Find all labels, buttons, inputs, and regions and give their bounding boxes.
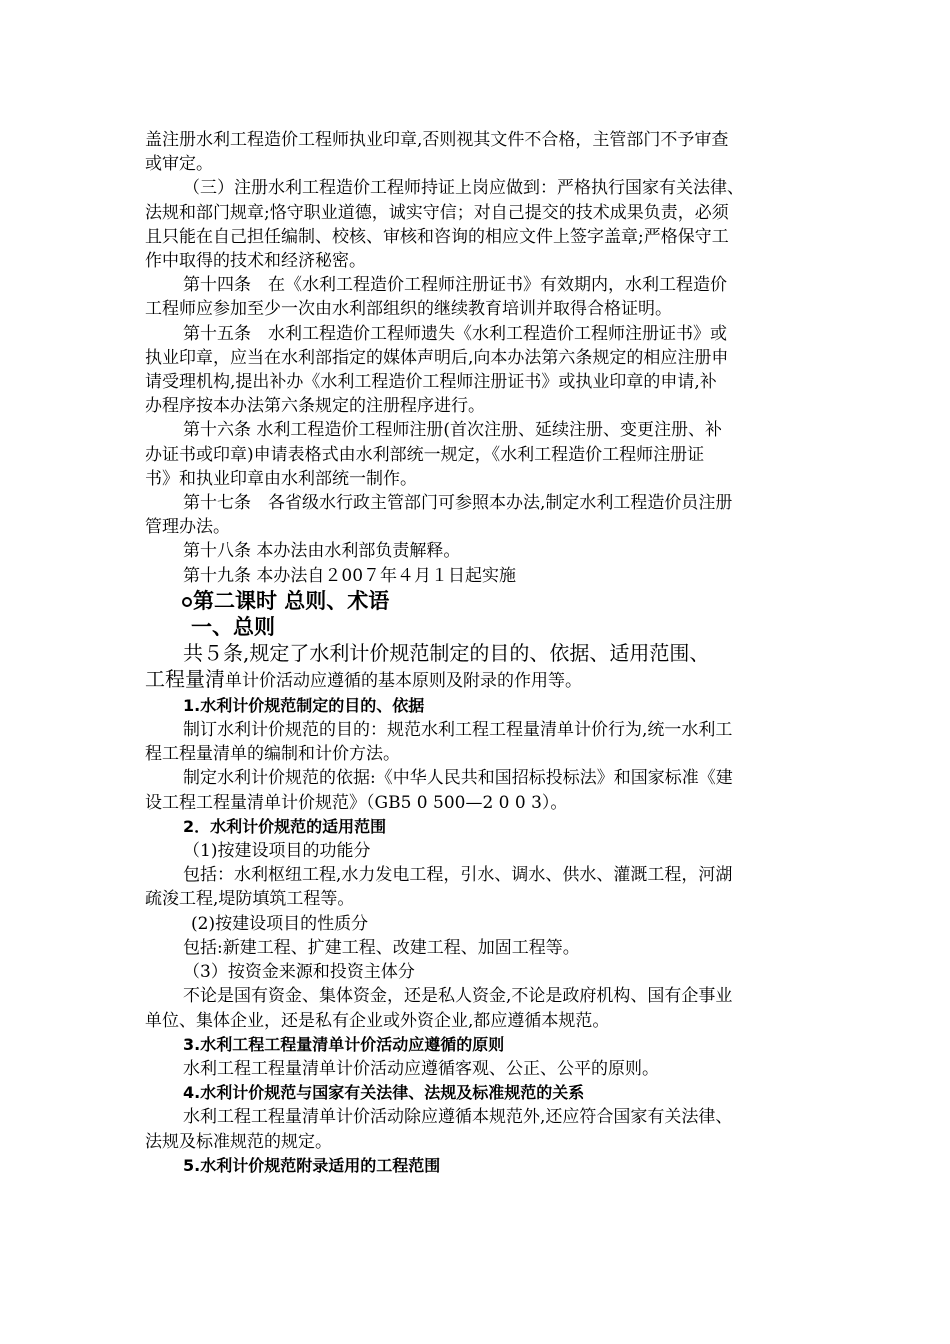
subsection-heading: 一、总则 [191, 614, 275, 639]
text-line: 工程师应参加至少一次由水利部组织的继续教育培训并取得合格证明。 [145, 299, 672, 320]
text-line: 程工程量清单的编制和计价方法。 [145, 744, 400, 765]
text-line: 水利工程工程量清单计价活动除应遵循本规范外,还应符合国家有关法律、 [183, 1107, 733, 1128]
text-line: 不论是国有资金、集体资金，还是私人资金,不论是政府机构、国有企事业 [183, 986, 733, 1007]
text-line: 法规及标准规范的规定。 [145, 1131, 332, 1152]
text-line: 且只能在自己担任编制、校核、审核和咨询的相应文件上签字盖章;严格保守工 [145, 226, 729, 247]
bold-heading: 3.水利工程工程量清单计价活动应遵循的原则 [183, 1034, 505, 1054]
text-line: 第十四条 在《水利工程造价工程师注册证书》有效期内，水利工程造价 [183, 275, 727, 296]
text-line: 请受理机构,提出补办《水利工程造价工程师注册证书》或执业印章的申请,补 [145, 372, 717, 393]
text-line: （3）按资金来源和投资主体分 [183, 962, 415, 983]
text-line: 书》和执业印章由水利部统一制作。 [145, 468, 417, 489]
text-line: 第十九条 本办法自２00７年４月１日起实施 [183, 565, 517, 586]
text-line: 制定水利计价规范的依据:《中华人民共和国招标投标法》和国家标准《建 [183, 768, 733, 789]
bold-heading: 2．水利计价规范的适用范围 [183, 816, 387, 836]
text-line: 单位、集体企业，还是私有企业或外资企业,都应遵循本规范。 [145, 1010, 610, 1031]
text-line: 包括:新建工程、扩建工程、改建工程、加固工程等。 [183, 937, 580, 958]
text-line: 管理办法。 [145, 517, 230, 538]
text-line: 办程序按本办法第六条规定的注册程序进行。 [145, 396, 485, 417]
text-line: （三）注册水利工程造价工程师持证上岗应做到：严格执行国家有关法律、 [183, 178, 744, 199]
text-line-large: 共５条,规定了水利计价规范制定的目的、依据、适用范围、 [183, 640, 710, 665]
text-line: (2)按建设项目的性质分 [191, 913, 369, 934]
section-heading-text: 第二课时 总则、术语 [193, 588, 390, 613]
anchor-circle-icon [182, 597, 192, 607]
bold-heading: 5.水利计价规范附录适用的工程范围 [183, 1155, 441, 1175]
text-line: 包括：水利枢纽工程,水力发电工程，引水、调水、供水、灌溉工程，河湖 [183, 865, 733, 886]
text-line: 作中取得的技术和经济秘密。 [145, 251, 366, 272]
text-line: 第十六条 水利工程造价工程师注册(首次注册、延续注册、变更注册、补 [183, 420, 723, 441]
text-normal: 单计价活动应遵循的基本原则及附录的作用等。 [225, 670, 582, 691]
section-heading [145, 588, 810, 614]
text-large: 工程量清 [145, 666, 225, 691]
text-line: 或审定。 [145, 154, 213, 175]
text-line: 制订水利计价规范的目的：规范水利工程工程量清单计价行为,统一水利工 [183, 720, 733, 741]
text-line: 执业印章，应当在水利部指定的媒体声明后,向本办法第六条规定的相应注册申 [145, 347, 729, 368]
text-line: 办证书或印章)申请表格式由水利部统一规定，《水利工程造价工程师注册证 [145, 444, 705, 465]
text-line: 第十八条 本办法由水利部负责解释。 [183, 541, 461, 562]
text-line: 盖注册水利工程造价工程师执业印章,否则视其文件不合格，主管部门不予审查 [145, 130, 729, 150]
document-body [145, 128, 810, 1178]
text-line: 第十五条 水利工程造价工程师遗失《水利工程造价工程师注册证书》或 [183, 323, 727, 344]
text-line-mixed [145, 666, 810, 694]
text-line: 法规和部门规章;恪守职业道德，诚实守信；对自己提交的技术成果负责，必须 [145, 202, 729, 223]
text-line: 水利工程工程量清单计价活动应遵循客观、公正、公平的原则。 [183, 1058, 659, 1079]
bold-heading: 4.水利计价规范与国家有关法律、法规及标准规范的关系 [183, 1083, 585, 1103]
text-line: 设工程工程量清单计价规范》（GB5 0 500—2 0 0 3）。 [145, 792, 568, 813]
bold-heading: 1.水利计价规范制定的目的、依据 [183, 695, 425, 715]
text-line: 疏浚工程,堤防填筑工程等。 [145, 889, 355, 910]
text-line: 第十七条 各省级水行政主管部门可参照本办法,制定水利工程造价员注册 [183, 493, 733, 514]
text-line: （1)按建设项目的功能分 [183, 841, 371, 862]
